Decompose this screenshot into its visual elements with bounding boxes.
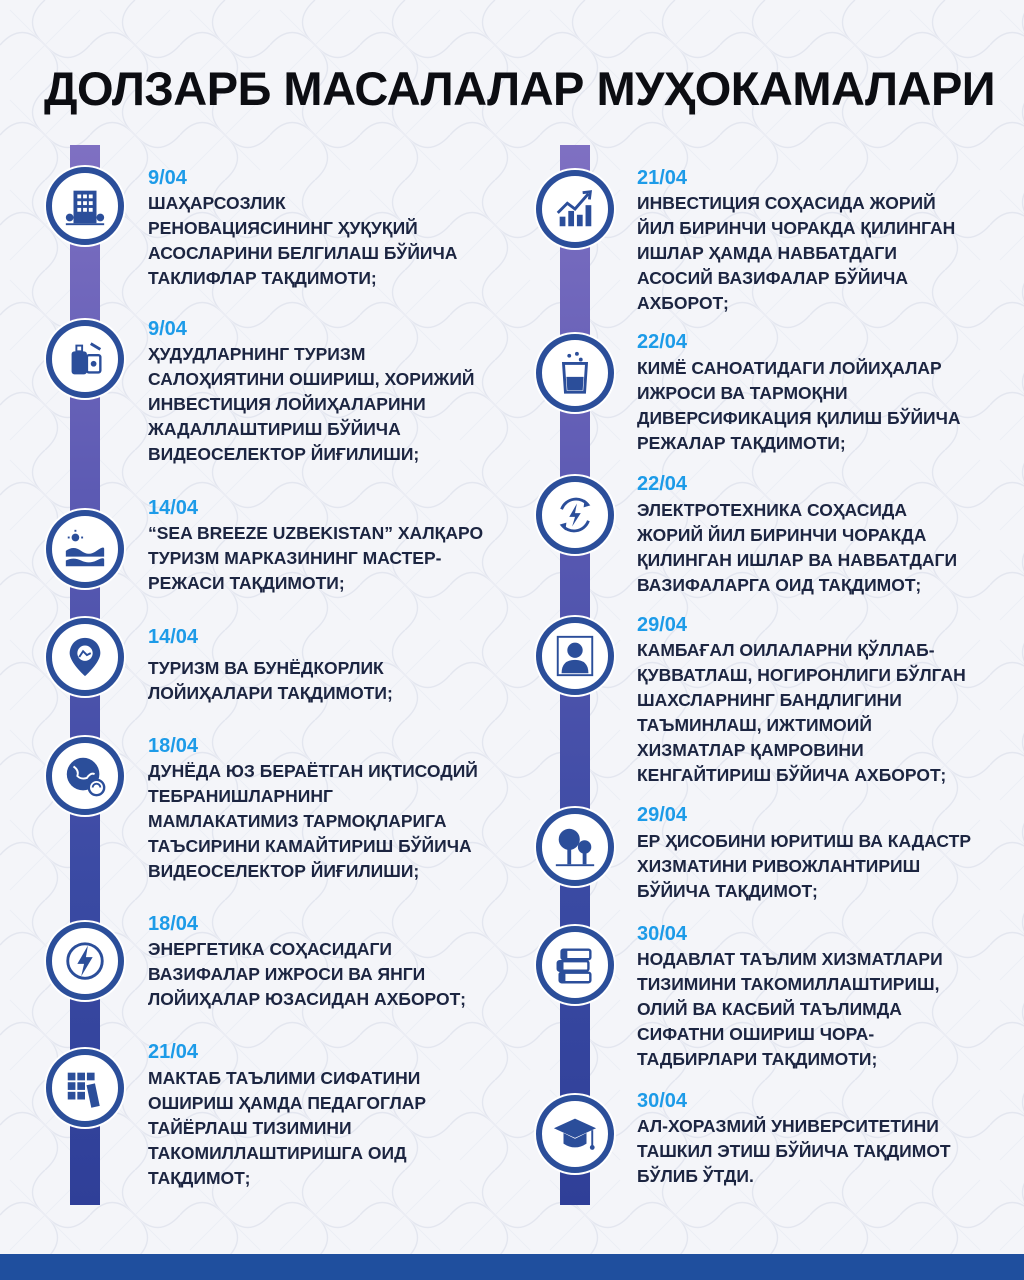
beaker-icon xyxy=(536,334,614,412)
item-text: ЕР ҲИСОБИНИ ЮРИТИШ ВА КАДАСТР ХИЗМАТИНИ РИВОЖЛАНТИРИШ БЎЙИЧА ТАҚДИМОТ; xyxy=(637,831,971,901)
item-date: 14/04 xyxy=(148,626,199,648)
item-text: “SEA BREEZE UZBEKISTAN” ХАЛҚАРО ТУРИЗМ МАРКАЗИНИНГ МАСТЕР- РЕЖАСИ ТАҚДИМОТИ; xyxy=(148,523,484,593)
item-date: 9/04 xyxy=(148,318,187,340)
item-date: 30/04 xyxy=(637,923,688,945)
item-date: 21/04 xyxy=(148,1041,199,1063)
item-date: 30/04 xyxy=(637,1090,688,1112)
map-pin-icon xyxy=(46,618,124,696)
item-text: ИНВЕСТИЦИЯ СОҲАСИДА ЖОРИЙ ЙИЛ БИРИНЧИ ЧОРАКДА ҚИЛИНГАН ИШЛАР ҲАМДА НАВБАТДАГИ АСОСИЙ ВАЗИФАЛАР БЎЙИЧА АХБОРОТ; xyxy=(637,193,956,313)
item-text: ТУРИЗМ ВА БУНЁДКОРЛИК ЛОЙИҲАЛАРИ ТАҚДИМОТИ; xyxy=(148,658,393,703)
item-date: 9/04 xyxy=(148,167,187,189)
book-stack-icon xyxy=(536,926,614,1004)
page-title: ДОЛЗАРБ МАСАЛАЛАР МУҲОКАМАЛАРИ xyxy=(44,62,996,115)
item-text: НОДАВЛАТ ТАЪЛИМ ХИЗМАТЛАРИ ТИЗИМИНИ ТАКОМИЛЛАШТИРИШ, ОЛИЙ ВА КАСБИЙ ТАЪЛИМДА СИФАТНИ ОШИРИШ ЧОРА- ТАДБИРЛАРИ ТАҚДИМОТИ; xyxy=(637,949,943,1069)
item-text: ЭНЕРГЕТИКА СОҲАСИДАГИ ВАЗИФАЛАР ИЖРОСИ ВА ЯНГИ ЛОЙИҲАЛАР ЮЗАСИДАН АХБОРОТ; xyxy=(148,939,466,1009)
growth-chart-icon xyxy=(536,170,614,248)
graduation-cap-icon xyxy=(536,1095,614,1173)
books-icon xyxy=(46,1049,124,1127)
item-text: ЭЛЕКТРОТЕХНИКА СОҲАСИДА ЖОРИЙ ЙИЛ БИРИНЧИ ЧОРАКДА ҚИЛИНГАН ИШЛАР ВА НАВБАТДАГИ ВАЗИФАЛАРГА ОИД ТАҚДИМОТ; xyxy=(637,500,958,595)
item-text: ҲУДУДЛАРНИНГ ТУРИЗМ САЛОҲИЯТИНИ ОШИРИШ, ХОРИЖИЙ ИНВЕСТИЦИЯ ЛОЙИҲАЛАРИНИ ЖАДАЛЛАШТИРИШ БЎЙИЧА ВИДЕОСЕЛЕКТОР ЙИҒИЛИШИ; xyxy=(148,344,475,464)
item-text: МАКТАБ ТАЪЛИМИ СИФАТИНИ ОШИРИШ ҲАМДА ПЕДАГОГЛАР ТАЙЁРЛАШ ТИЗИМИНИ ТАКОМИЛЛАШТИРИШГА ОИД ТАҚДИМОТ; xyxy=(148,1068,427,1188)
item-text: КИМЁ САНОАТИДАГИ ЛОЙИҲАЛАР ИЖРОСИ ВА ТАРМОҚНИ ДИВЕРСИФИКАЦИЯ ҚИЛИШ БЎЙИЧА РЕЖАЛАР ТАҚДИМОТИ; xyxy=(637,358,961,453)
item-text: ДУНЁДА ЮЗ БЕРАЁТГАН ИҚТИСОДИЙ ТЕБРАНИШЛАРНИНГ МАМЛАКАТИМИЗ ТАРМОҚЛАРИГА ТАЪСИРИНИ КАМАЙТИРИШ БЎЙИЧА ВИДЕОСЕЛЕКТОР ЙИҒИЛИШИ; xyxy=(148,761,478,881)
item-text: АЛ-ХОРАЗМИЙ УНИВЕРСИТЕТИНИ ТАШКИЛ ЭТИШ БЎЙИЧА ТАҚДИМОТ БЎЛИБ ЎТДИ. xyxy=(637,1116,951,1186)
item-date: 18/04 xyxy=(148,735,199,757)
item-date: 29/04 xyxy=(637,804,688,826)
item-date: 21/04 xyxy=(637,167,688,189)
luggage-icon xyxy=(46,320,124,398)
globe-icon xyxy=(46,737,124,815)
building-icon xyxy=(46,167,124,245)
item-date: 22/04 xyxy=(637,331,688,353)
person-icon xyxy=(536,617,614,695)
lightning-icon xyxy=(46,922,124,1000)
item-date: 22/04 xyxy=(637,473,688,495)
item-text: КАМБАҒАЛ ОИЛАЛАРНИ ҚЎЛЛАБ- ҚУВВАТЛАШ, НОГИРОНЛИГИ БЎЛГАН ШАХСЛАРНИНГ БАНДЛИГИНИ ТАЪМИНЛАШ, ИЖТИМОИЙ ХИЗМАТЛАР ҚАМРОВИНИ КЕНГАЙТИРИШ БЎЙИЧА АХБОРОТ; xyxy=(637,640,966,785)
renewable-energy-icon xyxy=(536,476,614,554)
trees-icon xyxy=(536,808,614,886)
item-text: ШАҲАРСОЗЛИК РЕНОВАЦИЯСИНИНГ ҲУҚУҚИЙ АСОСЛАРИНИ БЕЛГИЛАШ БЎЙИЧА ТАКЛИФЛАР ТАҚДИМОТИ; xyxy=(148,193,458,288)
sea-waves-icon xyxy=(46,510,124,588)
item-date: 18/04 xyxy=(148,913,199,935)
footer-bar xyxy=(0,1254,1024,1280)
item-date: 29/04 xyxy=(637,614,688,636)
item-date: 14/04 xyxy=(148,497,199,519)
